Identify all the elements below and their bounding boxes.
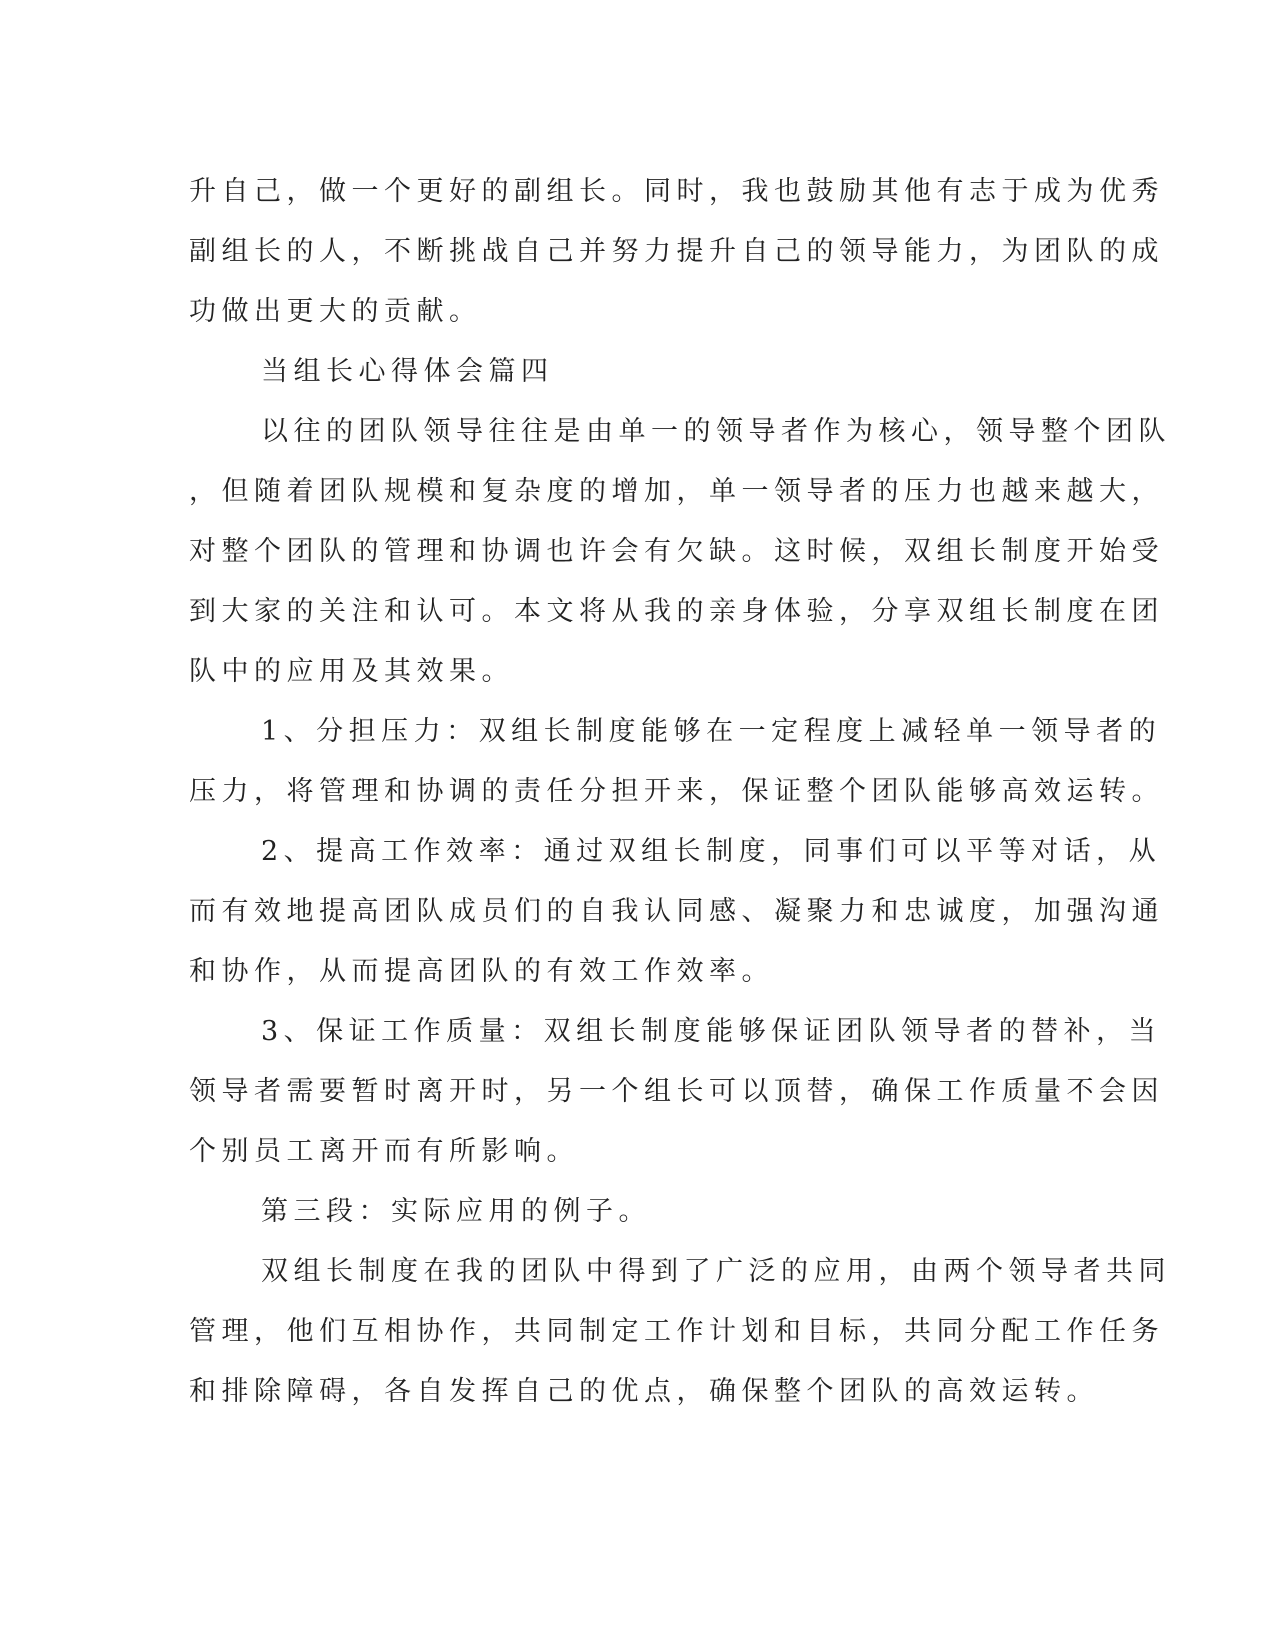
text-line: ，但随着团队规模和复杂度的增加，单一领导者的压力也越来越大， (189, 476, 1164, 507)
text-line: 领导者需要暂时离开时，另一个组长可以顶替，确保工作质量不会因 (189, 1076, 1164, 1107)
text-line: 双组长制度在我的团队中得到了广泛的应用，由两个领导者共同 (261, 1256, 1171, 1287)
text-line: 对整个团队的管理和协调也许会有欠缺。这时候，双组长制度开始受 (189, 536, 1164, 567)
list-item-1: 1、分担压力：双组长制度能够在一定程度上减轻单一领导者的 (261, 716, 1162, 747)
text-line: 压力，将管理和协调的责任分担开来，保证整个团队能够高效运转。 (189, 776, 1164, 807)
section-heading: 当组长心得体会篇四 (261, 356, 554, 387)
text-line: 以往的团队领导往往是由单一的领导者作为核心，领导整个团队 (261, 416, 1171, 447)
text-line: 和排除障碍，各自发挥自己的优点，确保整个团队的高效运转。 (189, 1376, 1099, 1407)
text-line: 升自己，做一个更好的副组长。同时，我也鼓励其他有志于成为优秀 (189, 176, 1164, 207)
list-item-3: 3、保证工作质量：双组长制度能够保证团队领导者的替补，当 (261, 1016, 1162, 1047)
list-item-2: 2、提高工作效率：通过双组长制度，同事们可以平等对话，从 (261, 836, 1162, 867)
text-line: 队中的应用及其效果。 (189, 656, 514, 687)
text-line: 而有效地提高团队成员们的自我认同感、凝聚力和忠诚度，加强沟通 (189, 896, 1164, 927)
text-line: 副组长的人，不断挑战自己并努力提升自己的领导能力，为团队的成 (189, 236, 1164, 267)
body-text (189, 162, 1171, 1422)
text-line: 到大家的关注和认可。本文将从我的亲身体验，分享双组长制度在团 (189, 596, 1164, 627)
text-line: 功做出更大的贡献。 (189, 296, 482, 327)
section-heading: 第三段：实际应用的例子。 (261, 1196, 651, 1227)
text-line: 个别员工离开而有所影响。 (189, 1136, 579, 1167)
text-line: 和协作，从而提高团队的有效工作效率。 (189, 956, 774, 987)
text-line: 管理，他们互相协作，共同制定工作计划和目标，共同分配工作任务 (189, 1316, 1164, 1347)
